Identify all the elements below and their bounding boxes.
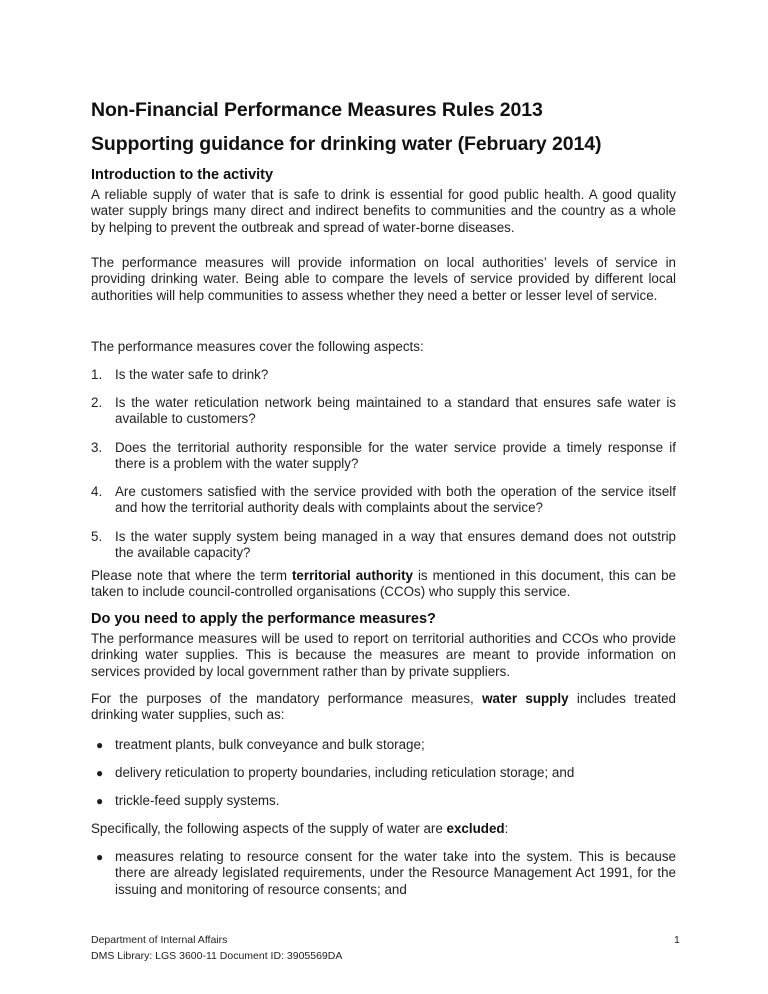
list-item-text: treatment plants, bulk conveyance and bulk storage;: [115, 737, 425, 752]
footer-org: Department of Internal Affairs: [91, 934, 228, 946]
intro-paragraph-2: The performance measures will provide information on local authorities’ levels of service in providing drinking water. Being able to compare the levels of service provided by different local authorities will help communities to assess whether they need a better or lesser level of service.: [91, 255, 676, 303]
list-item-text: Is the water supply system being managed in a way that ensures demand does not outstrip the available capacity?: [115, 529, 676, 561]
term-water-supply: water supply: [482, 691, 569, 706]
section-heading-apply: Do you need to apply the performance measures?: [91, 611, 436, 627]
aspect-list-item-1: [91, 367, 676, 383]
bullet-icon: ●: [96, 850, 104, 864]
document-subtitle: Supporting guidance for drinking water (February 2014): [91, 133, 602, 155]
aspect-list-item-5: [91, 529, 676, 562]
list-item-text: measures relating to resource consent for the water take into the system. This is because there are already legislated requirements, under the Resource Management Act 1991, for the issuing and monitoring of resource consents; and: [115, 849, 676, 897]
aspect-list-item-2: [91, 395, 676, 428]
section-heading-intro: Introduction to the activity: [91, 167, 274, 183]
list-item-text: Is the water safe to drink?: [115, 367, 269, 382]
territorial-authority-note: Please note that where the term territorial authority is mentioned in this document, this can be taken to include council-controlled organisations (CCOs) who supply this service.: [91, 568, 676, 600]
list-item-text: Are customers satisfied with the service provided with both the operation of the service itself and how the territorial authority deals with complaints about the service?: [115, 484, 676, 516]
list-item-text: trickle-feed supply systems.: [115, 793, 280, 808]
list-number: 3.: [91, 440, 103, 455]
document-title: Non-Financial Performance Measures Rules 2013: [91, 99, 543, 121]
apply-paragraph-2: For the purposes of the mandatory performance measures, water supply includes treated drinking water supplies, such as:: [91, 691, 676, 723]
includes-list-item-3: [91, 793, 676, 809]
includes-list-item-2: [91, 765, 676, 781]
footer-library: DMS Library: LGS 3600-11 Document ID: 3905569DA: [91, 950, 343, 962]
list-number: 5.: [91, 529, 103, 544]
term-territorial-authority: territorial authority: [291, 568, 413, 583]
page-number: 1: [674, 934, 680, 946]
includes-list-item-1: [91, 737, 676, 753]
list-number: 4.: [91, 484, 103, 499]
list-item-text: delivery reticulation to property boundaries, including reticulation storage; and: [115, 765, 575, 780]
intro-paragraph-1: A reliable supply of water that is safe to drink is essential for good public health. A good quality water supply brings many direct and indirect benefits to communities and the country as a whole by helping to prevent the outbreak and spread of water-borne diseases.: [91, 187, 676, 235]
bullet-icon: ●: [96, 738, 104, 752]
excludes-list-item-1: [91, 849, 676, 898]
term-excluded: excluded: [446, 821, 505, 836]
list-item-text: Does the territorial authority responsible for the water service provide a timely response if there is a problem with the water supply?: [115, 440, 676, 472]
bullet-icon: ●: [96, 766, 104, 780]
list-number: 1.: [91, 367, 103, 382]
bullet-icon: ●: [96, 794, 104, 808]
apply-paragraph-1: The performance measures will be used to report on territorial authorities and CCOs who provide drinking water supplies. This is because the measures are meant to provide information on services provided by local government rather than by private suppliers.: [91, 631, 676, 679]
aspect-list-item-4: [91, 484, 676, 517]
aspect-list-item-3: [91, 440, 676, 473]
list-item-text: Is the water reticulation network being maintained to a standard that ensures safe water is available to customers?: [115, 395, 676, 427]
intro-paragraph-3: The performance measures cover the following aspects:: [91, 339, 424, 354]
list-number: 2.: [91, 395, 103, 410]
apply-paragraph-3: Specifically, the following aspects of the supply of water are excluded:: [91, 821, 509, 836]
